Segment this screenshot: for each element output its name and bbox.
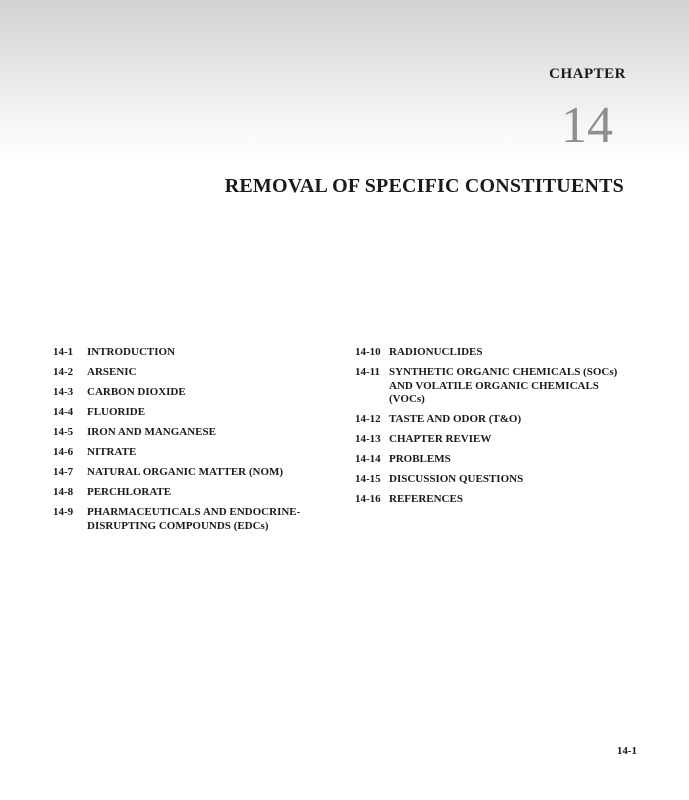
toc-item[interactable] (53, 386, 323, 400)
toc-item-number: 14-10 (355, 346, 381, 358)
toc-item[interactable] (355, 473, 630, 487)
toc-item-number: 14-5 (53, 426, 74, 438)
toc-item-title: RADIONUCLIDES (389, 346, 483, 358)
toc-item-title: CHAPTER REVIEW (389, 433, 492, 445)
toc-item-number: 14-8 (53, 486, 74, 498)
toc-item[interactable] (53, 406, 323, 420)
toc-item[interactable] (53, 446, 323, 460)
chapter-title: REMOVAL OF SPECIFIC CONSTITUENTS (224, 175, 624, 197)
toc-item-title: SYNTHETIC ORGANIC CHEMICALS (SOCs) AND VOLATILE ORGANIC CHEMICALS (VOCs) (389, 366, 618, 405)
toc-item-title: PHARMACEUTICALS AND ENDOCRINE-DISRUPTING COMPOUNDS (EDCs) (87, 506, 301, 532)
toc-item-title: DISCUSSION QUESTIONS (389, 473, 524, 485)
toc-item-title: NITRATE (87, 446, 137, 458)
toc-right-column (355, 346, 630, 513)
toc-item-title: IRON AND MANGANESE (87, 426, 216, 438)
toc-item[interactable] (53, 426, 323, 440)
toc-left-column (53, 346, 323, 540)
toc-item-number: 14-13 (355, 433, 381, 445)
toc-item[interactable] (355, 493, 630, 507)
toc-item-title: PROBLEMS (389, 453, 451, 465)
toc-item-number: 14-3 (53, 386, 74, 398)
toc-item-number: 14-11 (355, 366, 381, 378)
toc-item[interactable] (53, 366, 323, 380)
chapter-label: CHAPTER (549, 66, 626, 82)
toc-item-title: FLUORIDE (87, 406, 146, 418)
toc-item[interactable] (53, 466, 323, 480)
toc-item-number: 14-9 (53, 506, 74, 518)
toc-item[interactable] (355, 453, 630, 467)
toc-item-number: 14-7 (53, 466, 74, 478)
toc-item-number: 14-6 (53, 446, 74, 458)
toc-item-title: PERCHLORATE (87, 486, 172, 498)
toc-item-title: NATURAL ORGANIC MATTER (NOM) (87, 466, 284, 478)
toc-item-title: REFERENCES (389, 493, 463, 505)
toc-item[interactable] (355, 346, 630, 360)
toc-item[interactable] (53, 486, 323, 500)
toc-item-number: 14-14 (355, 453, 381, 465)
toc-item[interactable] (355, 433, 630, 447)
toc-item-title: TASTE AND ODOR (T&O) (389, 413, 522, 425)
toc-item[interactable] (53, 346, 323, 360)
toc-item[interactable] (53, 506, 323, 533)
page-number: 14-1 (616, 745, 637, 757)
toc-item-title: INTRODUCTION (87, 346, 176, 358)
chapter-number: 14 (561, 97, 613, 154)
toc-item-title: CARBON DIOXIDE (87, 386, 186, 398)
toc-item[interactable] (355, 413, 630, 427)
toc-item-number: 14-1 (53, 346, 74, 358)
toc-item-number: 14-16 (355, 493, 381, 505)
toc-item-number: 14-4 (53, 406, 74, 418)
toc-item-number: 14-2 (53, 366, 74, 378)
toc-item-number: 14-12 (355, 413, 381, 425)
toc-item[interactable] (355, 366, 630, 407)
toc-item-title: ARSENIC (87, 366, 137, 378)
toc-item-number: 14-15 (355, 473, 381, 485)
